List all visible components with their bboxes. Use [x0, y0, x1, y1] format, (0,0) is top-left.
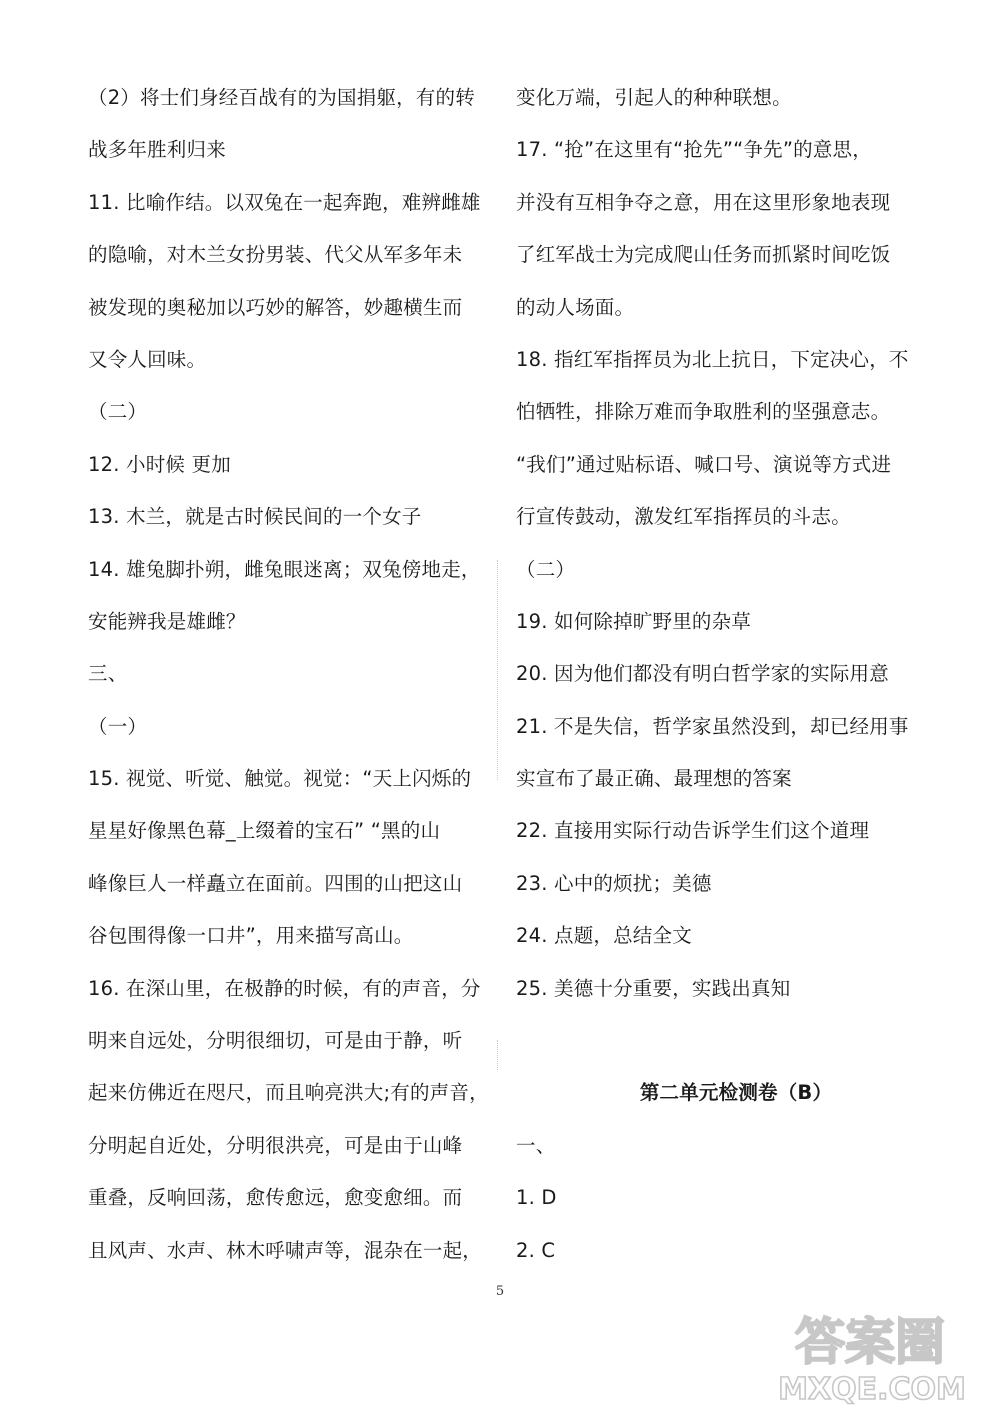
left-line-16: 峰像巨人一样矗立在面前。四围的山把这山 — [88, 871, 463, 895]
right-line-9: 行宣传鼓动，激发红军指挥员的斗志。 — [516, 505, 851, 529]
right-bottom-line-2: 1. D — [516, 1186, 557, 1210]
left-line-3: 11. 比喻作结。以双兔在一起奔跑，难辨雌雄 — [88, 190, 481, 214]
left-line-18: 16. 在深山里，在极静的时候，有的声音，分 — [88, 976, 481, 1000]
right-line-16: 23. 心中的烦扰；美德 — [516, 871, 712, 895]
left-line-11: 安能辨我是雄雌？ — [88, 609, 246, 633]
right-column-new-section — [516, 1120, 916, 1277]
right-line-6: 18. 指红军指挥员为北上抗日，下定决心，不 — [516, 347, 909, 371]
left-line-5: 被发现的奥秘加以巧妙的解答，妙趣横生而 — [88, 295, 463, 319]
left-line-10: 14. 雄兔脚扑朔，雌兔眼迷离；双兔傍地走， — [88, 557, 481, 581]
right-bottom-line-1: 一、 — [516, 1133, 556, 1157]
column-divider-lower — [497, 1040, 498, 1070]
watermark-url: MXQE.COM — [778, 1372, 966, 1407]
left-line-22: 重叠，反响回荡，愈传愈远，愈变愈细。而 — [88, 1186, 463, 1210]
left-line-19: 明来自远处，分明很细切，可是由于静，听 — [88, 1029, 463, 1053]
section-spacer — [516, 1015, 916, 1067]
right-column — [516, 72, 916, 1277]
left-line-9: 13. 木兰，就是古时候民间的一个女子 — [88, 505, 422, 529]
right-line-1: 变化万端，引起人的种种联想。 — [516, 86, 792, 109]
right-bottom-line-3: 2. C — [516, 1238, 556, 1262]
right-column-answers — [516, 72, 916, 1015]
left-line-14: 15. 视觉、听觉、触觉。视觉：“天上闪烁的 — [88, 767, 472, 791]
page-number: 5 — [495, 1284, 505, 1299]
left-line-2: 战多年胜利归来 — [88, 138, 226, 162]
column-divider — [497, 560, 498, 780]
right-line-3: 并没有互相争夺之意，用在这里形象地表现 — [516, 190, 891, 214]
right-line-18: 25. 美德十分重要，实践出真知 — [516, 976, 791, 1000]
left-line-12: 三、 — [88, 662, 128, 686]
left-line-13: （一） — [88, 714, 148, 738]
left-line-15: 星星好像黑色幕_上缀着的宝石” “黑的山 — [88, 819, 441, 843]
right-line-10: （二） — [516, 557, 576, 581]
left-line-7: （二） — [88, 400, 148, 424]
right-line-14: 实宣布了最正确、最理想的答案 — [516, 767, 792, 791]
right-line-4: 了红军战士为完成爬山任务而抓紧时间吃饭 — [516, 243, 891, 267]
right-line-7: 怕牺牲，排除万难而争取胜利的坚强意志。 — [516, 400, 891, 424]
right-line-8: “我们”通过贴标语、喊口号、演说等方式进 — [516, 452, 892, 476]
right-line-5: 的动人场面。 — [516, 295, 635, 319]
left-line-6: 又令人回味。 — [88, 347, 207, 371]
left-line-17: 谷包围得像一口井”，用来描写高山。 — [88, 924, 414, 948]
section-heading: 第二单元检测卷（B） — [639, 1081, 833, 1105]
watermark-logo — [752, 1299, 992, 1409]
left-line-21: 分明起自近处，分明很洪亮，可是由于山峰 — [88, 1133, 463, 1157]
watermark-text: 答案圈 — [795, 1313, 945, 1371]
left-line-1: （2）将士们身经百战有的为国捐躯，有的转 — [88, 86, 475, 109]
right-line-11: 19. 如何除掉旷野里的杂草 — [516, 609, 752, 633]
right-line-15: 22. 直接用实际行动告诉学生们这个道理 — [516, 819, 870, 843]
right-line-12: 20. 因为他们都没有明白哲学家的实际用意 — [516, 662, 889, 686]
left-column — [88, 72, 488, 1277]
left-line-20: 起来仿佛近在咫尺，而且响亮洪大;有的声音， — [88, 1081, 489, 1105]
left-line-8: 12. 小时候 更加 — [88, 452, 231, 476]
right-line-13: 21. 不是失信，哲学家虽然没到，却已经用事 — [516, 714, 909, 738]
right-line-2: 17. “抢”在这里有“抢先”“争先”的意思， — [516, 138, 872, 162]
left-line-4: 的隐喻，对木兰女扮男装、代父从军多年未 — [88, 243, 463, 267]
left-line-23: 且风声、水声、林木呼啸声等，混杂在一起， — [88, 1238, 483, 1262]
right-line-17: 24. 点题，总结全文 — [516, 924, 692, 948]
